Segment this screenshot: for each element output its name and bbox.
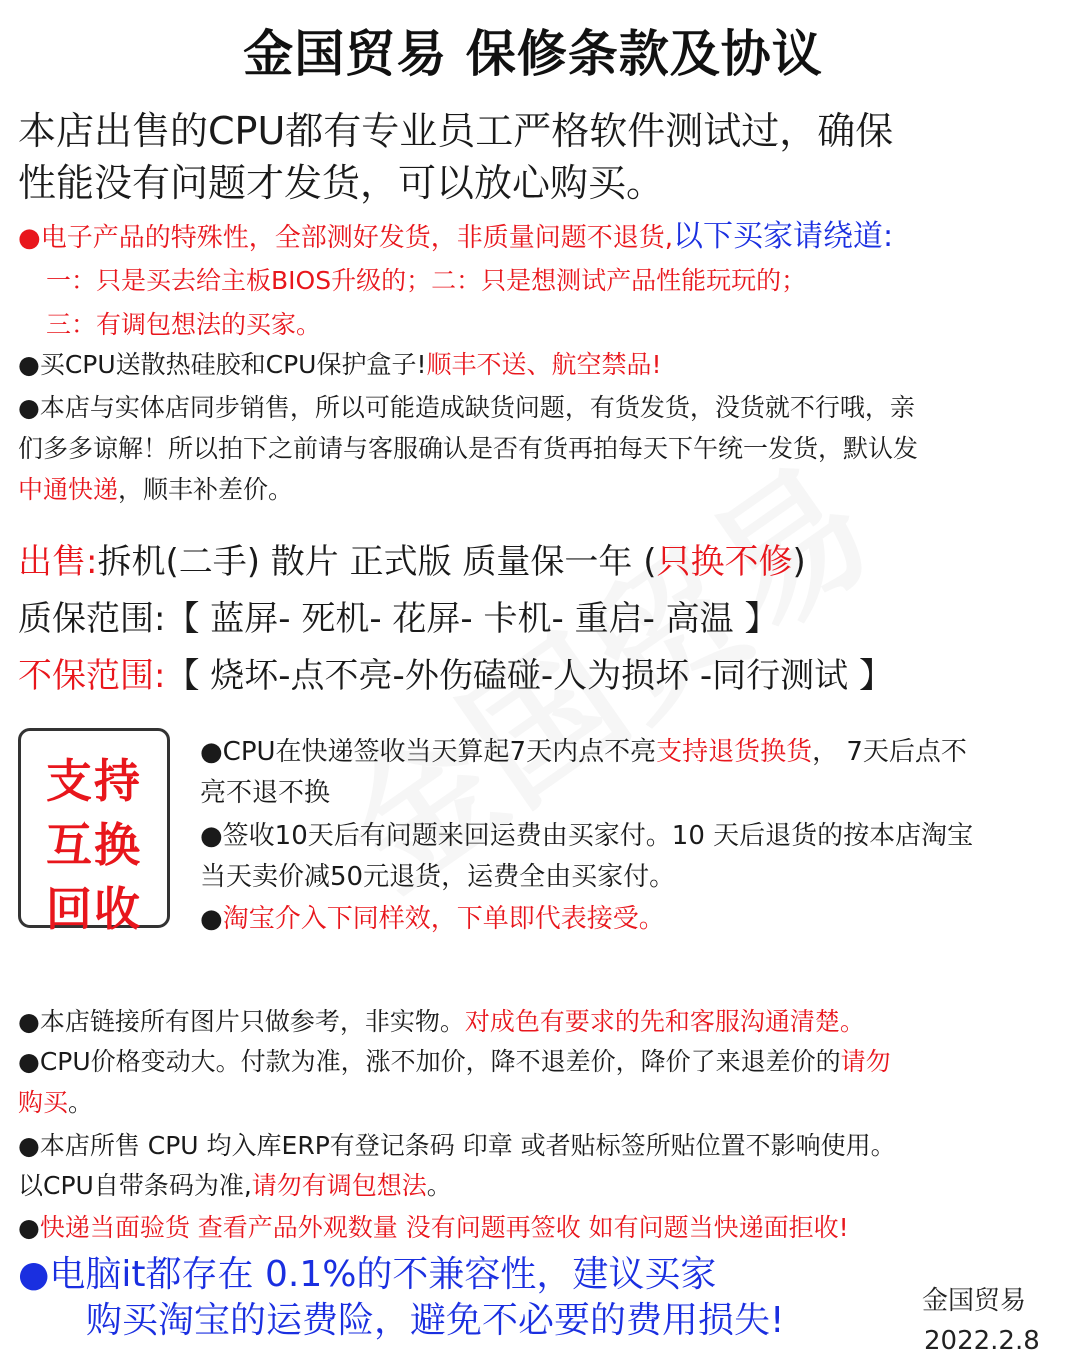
policy-stock-line-2: 们多多谅解！所以拍下之前请与客服确认是否有货再拍每天下午统一发货，默认发 (18, 434, 919, 463)
note-1-red: 对成色有要求的先和客服沟通清楚。 (464, 1007, 865, 1036)
note-3-red: 请勿有调包想法 (251, 1171, 427, 1200)
rule-1-line-2: 亮不退不换 (200, 778, 331, 808)
note-2-line-1 (18, 1042, 891, 1078)
bullet: ● (18, 1213, 40, 1242)
note-4-red: 快递当面验货 查看产品外观数量 没有问题再签收 如有问题当快递面拒收! (39, 1213, 849, 1242)
bullet: ● (18, 223, 41, 253)
policy-no-return (18, 219, 894, 254)
note-2-red: 请勿 (840, 1047, 891, 1076)
note-2-end: 。 (68, 1088, 94, 1117)
final-line-1: ●电脑it都存在 0.1%的不兼容性，建议买家 (18, 1254, 717, 1295)
policy-item-1-2: 一：只是买去给主板BIOS升级的；二：只是想测试产品性能玩玩的； (46, 266, 807, 295)
note-3-text: 以CPU自带条码为准, (18, 1171, 252, 1200)
policy-item-3: 三：有调包想法的买家。 (46, 310, 322, 339)
note-4 (18, 1208, 849, 1244)
badge-line-1: 支持 (46, 754, 142, 808)
final-line-2: 购买淘宝的运费险，避免不必要的费用损失! (86, 1300, 785, 1341)
detour-text: 以下买家请绕道: (672, 219, 894, 254)
note-3-end: 。 (426, 1171, 452, 1200)
policy-stock-line-3 (18, 477, 293, 502)
rule-3-red: 淘宝介入下同样效，下单即代表接受。 (222, 904, 665, 934)
warranty-scope (18, 591, 778, 640)
page-title: 金国贸易 保修条款及协议 (243, 25, 823, 83)
note-3-line-2 (18, 1166, 452, 1202)
rule-1-line-1 (200, 731, 967, 768)
courier-name: 中通快递 (18, 475, 119, 504)
note-1 (18, 1002, 865, 1038)
gift-text: ●买CPU送散热硅胶和CPU保护盒子! (18, 350, 427, 379)
note-2-text: ●CPU价格变动大。付款为准，涨不加价，降不退差价，降价了来退差价的 (18, 1047, 841, 1076)
note-2-line-2 (18, 1083, 93, 1119)
courier-tail: ，顺丰补差价。 (118, 475, 294, 504)
policy-stock-line-1: ●本店与实体店同步销售，所以可能造成缺货问题，有货发货，没货就不行哦，亲 (18, 393, 915, 422)
badge-line-3: 回收 (46, 882, 142, 936)
no-return-text: 电子产品的特殊性，全部测好发货，非质量问题不退货, (40, 223, 673, 253)
intro-line-2: 性能没有问题才发货，可以放心购买。 (18, 161, 665, 205)
policy-gift (18, 352, 662, 377)
signature-name: 金国贸易 (922, 1286, 1027, 1316)
sale-desc: 拆机(二手) 散片 正式版 质量保一年 ( (97, 542, 657, 582)
sale-end: ) (792, 542, 806, 582)
support-badge (18, 728, 170, 936)
intro-line-1: 本店出售的CPU都有专业员工严格软件测试过，确保 (18, 109, 894, 153)
warranty-value: 【 蓝屏- 死机- 花屏- 卡机- 重启- 高温 】 (165, 599, 779, 639)
sale-label: 出售: (18, 542, 98, 582)
non-warranty-label: 不保范围: (18, 656, 166, 696)
signature-date: 2022.2.8 (924, 1326, 1040, 1356)
non-warranty-scope (18, 648, 893, 697)
rule-1-b: ， 7天后点不 (812, 737, 967, 767)
rule-1-red: 支持退货换货 (656, 737, 813, 767)
warranty-label: 质保范围: (18, 599, 166, 639)
note-3-line-1: ●本店所售 CPU 均入库ERP有登记条码 印章 或者贴标签所贴位置不影响使用。 (18, 1131, 896, 1160)
replace-only: 只换不修 (656, 542, 793, 582)
rule-3 (200, 898, 665, 935)
rule-2-line-1: ●签收10天后有问题来回运费由买家付。10 天后退货的按本店淘宝 (200, 821, 974, 851)
rule-1-a: ●CPU在快递签收当天算起7天内点不亮 (200, 737, 657, 767)
bullet: ● (200, 904, 223, 934)
note-1-text: ●本店链接所有图片只做参考，非实物。 (18, 1007, 465, 1036)
non-warranty-value: 【 烧坏-点不亮-外伤磕碰-人为损坏 -同行测试 】 (165, 656, 893, 696)
shipping-restriction: 顺丰不送、航空禁品! (426, 350, 662, 379)
note-2-red-2: 购买 (18, 1088, 69, 1117)
sale-line (18, 534, 806, 583)
rule-2-line-2: 当天卖价减50元退货，运费全由买家付。 (200, 862, 676, 892)
badge-line-2: 互换 (46, 818, 142, 872)
